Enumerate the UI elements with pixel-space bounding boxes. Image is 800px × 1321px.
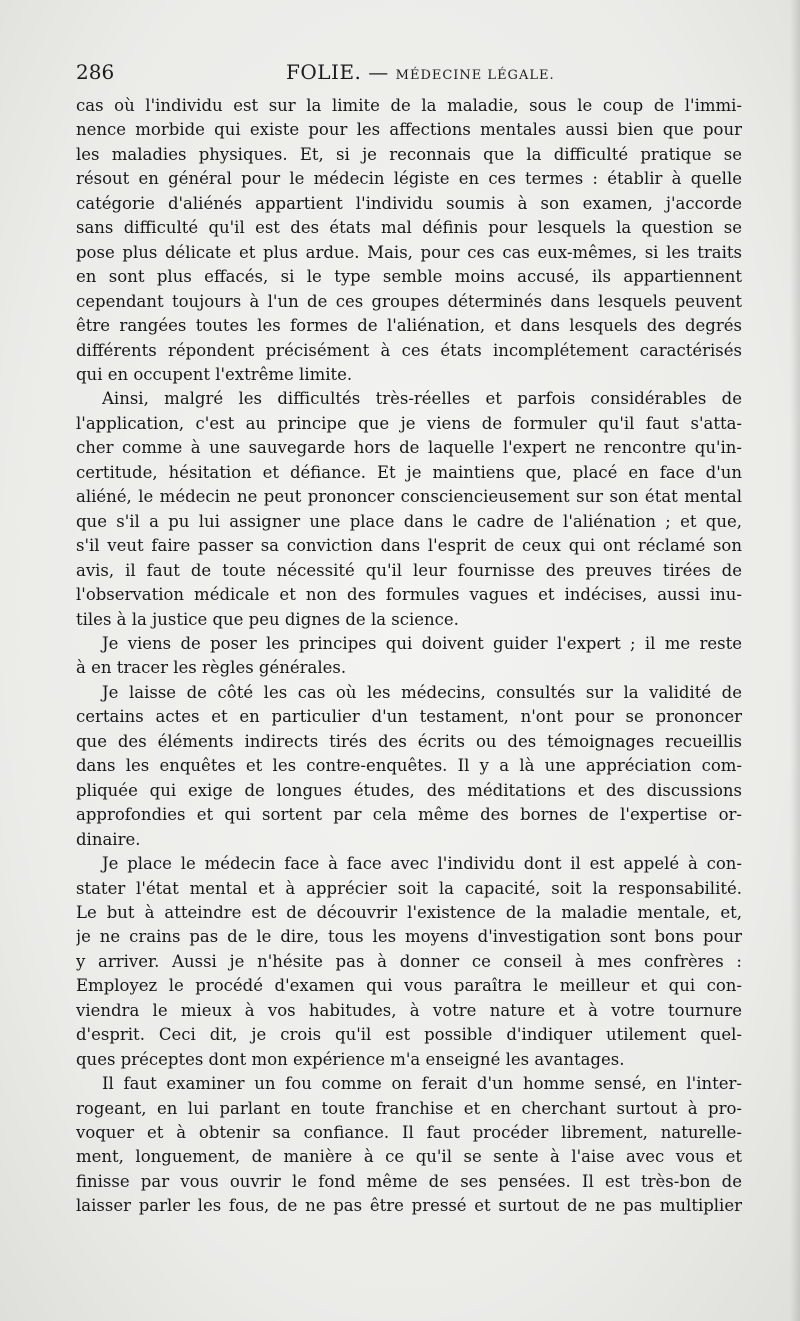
text-line: pose plus délicate et plus ardue. Mais, pour ces cas eux-mêmes, si les traits <box>76 242 742 262</box>
text-line: l'application, c'est au principe que je viens de formuler qu'il faut s'atta- <box>76 413 742 433</box>
text-line: catégorie d'aliénés appartient l'individu soumis à son examen, j'accorde <box>76 193 742 213</box>
text-line: cas où l'individu est sur la limite de la maladie, sous le coup de l'immi- <box>76 96 742 115</box>
text-line: Le but à atteindre est de découvrir l'existence de la maladie mentale, et, <box>76 902 742 922</box>
running-head-title: FOLIE. <box>286 60 362 84</box>
text-line: nence morbide qui existe pour les affections mentales aussi bien que pour <box>76 120 742 140</box>
text-line: différents répondent précisément à ces états incomplétement caractérisés <box>76 340 742 360</box>
text-line: dinaire. <box>76 829 141 849</box>
running-head-subtitle: MÉDECINE LÉGALE. <box>395 68 555 83</box>
running-head <box>286 60 555 84</box>
text-line: viendra le mieux à vos habitudes, à votre nature et à votre tournure <box>76 1000 742 1020</box>
body-text <box>76 94 742 1219</box>
text-line: Je laisse de côté les cas où les médecins, consultés sur la validité de <box>102 682 742 702</box>
text-line: stater l'état mental et à apprécier soit la capacité, soit la responsabilité. <box>76 878 742 898</box>
text-line: s'il veut faire passer sa conviction dans l'esprit de ceux qui ont réclamé son <box>76 536 742 556</box>
text-line: certitude, hésitation et défiance. Et je maintiens que, placé en face d'un <box>76 462 742 482</box>
text-line: les maladies physiques. Et, si je reconnais que la difficulté pratique se <box>76 144 742 164</box>
text-line: je ne crains pas de le dire, tous les moyens d'investigation sont bons pour <box>76 927 742 947</box>
text-line: Je place le médecin face à face avec l'individu dont il est appelé à con- <box>102 854 742 874</box>
text-line: cependant toujours à l'un de ces groupes déterminés dans lesquels peuvent <box>76 291 742 311</box>
text-line: en sont plus effacés, si le type semble moins accusé, ils appartiennent <box>76 267 742 287</box>
text-line: l'observation médicale et non des formules vagues et indécises, aussi inu- <box>76 585 742 605</box>
text-line: ment, longuement, de manière à ce qu'il se sente à l'aise avec vous et <box>76 1147 742 1167</box>
page-number: 286 <box>76 60 115 84</box>
text-line: à en tracer les règles générales. <box>76 658 347 678</box>
page-header <box>76 60 742 92</box>
text-line: Ainsi, malgré les difficultés très-réelles et parfois considérables de <box>102 389 742 409</box>
text-line: d'esprit. Ceci dit, je crois qu'il est possible d'indiquer utilement quel- <box>76 1025 742 1045</box>
text-line: qui en occupent l'extrême limite. <box>76 364 353 384</box>
text-line: aliéné, le médecin ne peut prononcer consciencieusement sur son état mental <box>76 487 742 507</box>
text-line: Je viens de poser les principes qui doivent guider l'expert ; il me reste <box>102 633 742 653</box>
text-line: ques préceptes dont mon expérience m'a enseigné les avantages. <box>76 1049 625 1069</box>
text-line: que des éléments indirects tirés des écrits ou des témoignages recueillis <box>76 731 742 751</box>
text-line: pliquée qui exige de longues études, des méditations et des discussions <box>76 780 742 800</box>
text-line: résout en général pour le médecin légiste en ces termes : établir à quelle <box>76 169 742 189</box>
text-line: laisser parler les fous, de ne pas être pressé et surtout de ne pas multiplier <box>76 1196 742 1216</box>
text-line: avis, il faut de toute nécessité qu'il leur fournisse des preuves tirées de <box>76 560 742 580</box>
text-line: approfondies et qui sortent par cela même des bornes de l'expertise or- <box>76 805 742 825</box>
text-line: Il faut examiner un fou comme on ferait d'un homme sensé, en l'inter- <box>102 1074 742 1094</box>
text-line: y arriver. Aussi je n'hésite pas à donner ce conseil à mes confrères : <box>76 951 742 971</box>
page-edge-shadow <box>790 0 800 1321</box>
text-line: cher comme à une sauvegarde hors de laquelle l'expert ne rencontre qu'in- <box>76 438 742 458</box>
text-line: voquer et à obtenir sa confiance. Il faut procéder librement, naturelle- <box>76 1123 742 1143</box>
text-line: être rangées toutes les formes de l'aliénation, et dans lesquels des degrés <box>76 316 742 336</box>
text-line: Employez le procédé d'examen qui vous paraîtra le meilleur et qui con- <box>76 976 742 996</box>
running-head-dash: — <box>368 60 389 84</box>
text-line: sans difficulté qu'il est des états mal définis pour lesquels la question se <box>76 218 742 238</box>
text-line: que s'il a pu lui assigner une place dans le cadre de l'aliénation ; et que, <box>76 511 742 531</box>
text-line: tiles à la justice que peu dignes de la science. <box>76 609 459 629</box>
text-line: dans les enquêtes et les contre-enquêtes. Il y a là une appréciation com- <box>76 756 742 776</box>
text-line: certains actes et en particulier d'un testament, n'ont pour se prononcer <box>76 707 742 727</box>
text-line: finisse par vous ouvrir le fond même de ses pensées. Il est très-bon de <box>76 1171 742 1191</box>
text-line: rogeant, en lui parlant en toute franchise et en cherchant surtout à pro- <box>76 1098 742 1118</box>
